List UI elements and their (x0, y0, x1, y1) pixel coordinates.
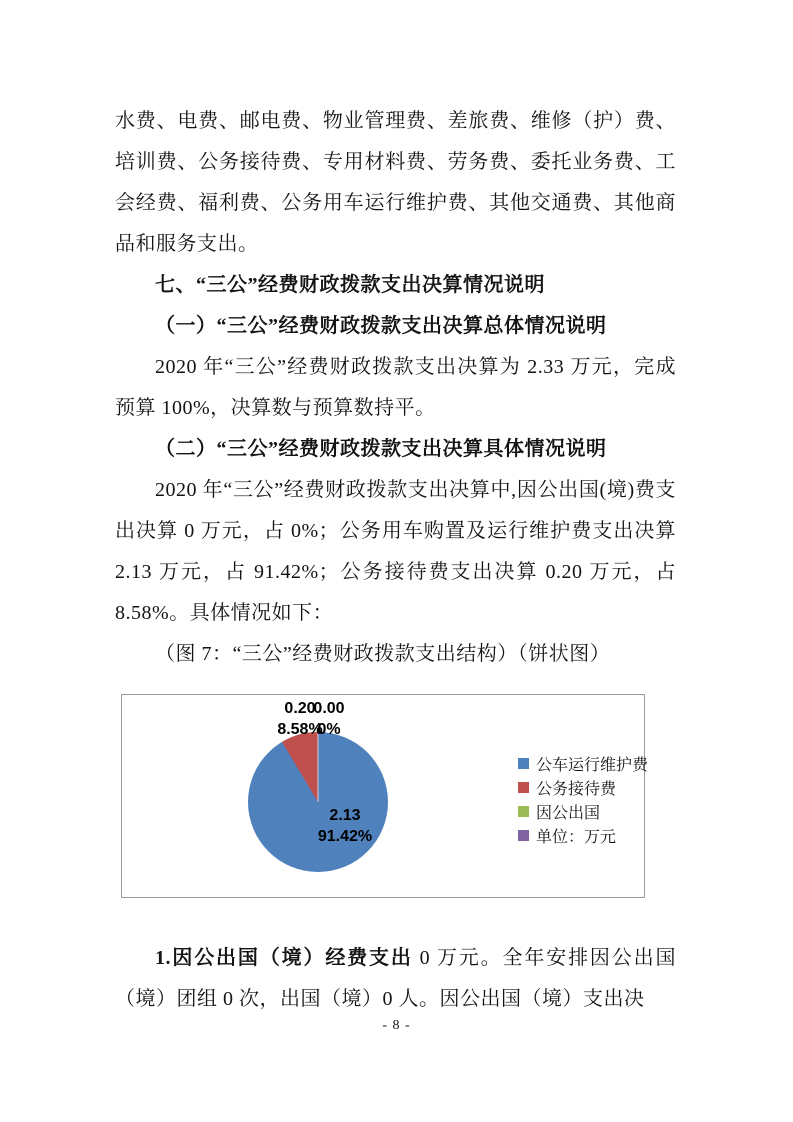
subsection-heading-7-1: （一）“三公”经费财政拨款支出决算总体情况说明 (155, 315, 607, 337)
data-label-reception-percent: 8.58% (277, 721, 323, 738)
legend-item-official-reception (518, 775, 648, 799)
paragraph-overall: 2020 年“三公”经费财政拨款支出决算为 2.33 万元，完成预算 100%，决算数与预算数持平。 (115, 356, 676, 419)
pie-chart (248, 732, 388, 872)
legend-swatch-blue-icon (518, 758, 529, 769)
legend-swatch-red-icon (518, 782, 529, 793)
legend-swatch-green-icon (518, 806, 529, 817)
section-heading-7: 七、“三公”经费财政拨款支出决算情况说明 (155, 274, 545, 296)
data-label-abroad-value: 0.00 (313, 700, 345, 717)
page-number: - 8 - (382, 1018, 411, 1033)
legend-item-abroad (518, 799, 648, 823)
data-label-car-percent: 91.42% (317, 828, 373, 845)
text-column (115, 101, 676, 1020)
legend-label-abroad: 因公出国 (536, 804, 601, 822)
legend-label-unit: 单位：万元 (536, 828, 617, 846)
paragraph-item1-body: 0 万元。全年安排因公出国（境）团组 0 次，出国（境）0 人。因公出国（境）支出决 (115, 947, 676, 1010)
paragraph-item1-lead: 1.因公出国（境）经费支出 (155, 947, 413, 969)
legend-item-unit (518, 823, 648, 847)
chart-legend (518, 751, 648, 847)
subsection-heading-7-2: （二）“三公”经费财政拨款支出决算具体情况说明 (155, 438, 607, 460)
data-label-car-maintenance (307, 805, 383, 847)
paragraph-item1 (115, 938, 676, 1020)
data-label-reception-value: 0.20 (284, 700, 316, 717)
data-label-abroad (299, 698, 359, 740)
paragraph-continuation: 水费、电费、邮电费、物业管理费、差旅费、维修（护）费、培训费、公务接待费、专用材料费、劳务费、委托业务费、工会经费、福利费、公务用车运行维护费、其他交通费、其他商品和服务支出。 (115, 110, 676, 255)
pie-chart-frame (121, 694, 649, 898)
figure-caption: （图 7：“三公”经费财政拨款支出结构）（饼状图） (155, 643, 611, 665)
data-label-abroad-percent: 0% (317, 721, 341, 738)
legend-label-official-reception: 公务接待费 (536, 780, 617, 798)
legend-label-car-maintenance: 公车运行维护费 (536, 756, 649, 774)
paragraph-specific: 2020 年“三公”经费财政拨款支出决算中,因公出国(境)费支出决算 0 万元，占 0%；公务用车购置及运行维护费支出决算 2.13 万元，占 91.42%；公务接待费支出决算 0.20 万元，占 8.58%。具体情况如下： (115, 479, 676, 624)
legend-swatch-purple-icon (518, 830, 529, 841)
legend-item-car-maintenance (518, 751, 648, 775)
data-label-car-value: 2.13 (329, 807, 361, 824)
